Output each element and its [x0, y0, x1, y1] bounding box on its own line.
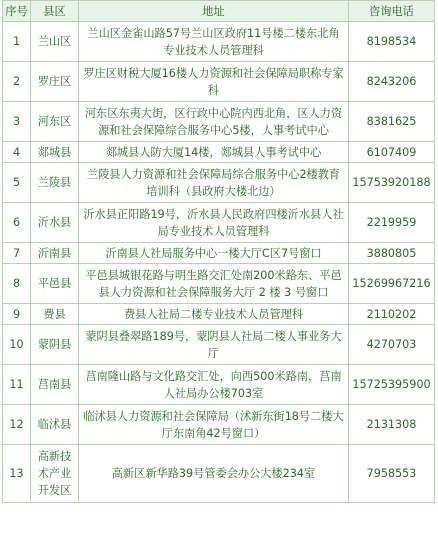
row-phone: 3880805 [349, 243, 435, 264]
table-row [3, 102, 435, 142]
row-county: 郯城县 [31, 142, 79, 163]
row-index: 1 [3, 22, 31, 62]
row-index: 7 [3, 243, 31, 264]
header-address: 地址 [79, 1, 349, 22]
row-address: 沂南县人社局服务中心一楼大厅C区7号窗口 [79, 243, 349, 264]
row-phone: 8381625 [349, 102, 435, 142]
row-index: 13 [3, 445, 31, 503]
row-index: 8 [3, 264, 31, 304]
table-row [3, 264, 435, 304]
row-county: 兰陵县 [31, 163, 79, 203]
row-address: 沂水县正阳路19号，沂水县人民政府四楼沂水县人社局专业技术人员管理科 [79, 203, 349, 243]
row-address: 平邑县城银花路与明生路交汇处南200米路东、平邑县人力资源和社会保障服务大厅 2 楼 3 号窗口 [79, 264, 349, 304]
row-address: 蒙阴县叠翠路189号，蒙阴县人社局二楼人事业务大厅 [79, 325, 349, 365]
row-address: 临沭县人力资源和社会保障局（沭新东街18号二楼大厅东南角42号窗口） [79, 405, 349, 445]
row-county: 莒南县 [31, 365, 79, 405]
row-county: 沂南县 [31, 243, 79, 264]
row-index: 9 [3, 304, 31, 325]
row-index: 11 [3, 365, 31, 405]
row-phone: 8243206 [349, 62, 435, 102]
row-county: 河东区 [31, 102, 79, 142]
table-row [3, 365, 435, 405]
row-index: 12 [3, 405, 31, 445]
row-index: 3 [3, 102, 31, 142]
row-index: 6 [3, 203, 31, 243]
row-phone: 2131308 [349, 405, 435, 445]
header-county: 县区 [31, 1, 79, 22]
table-row [3, 405, 435, 445]
row-county: 兰山区 [31, 22, 79, 62]
row-address: 兰山区金雀山路57号兰山区政府11号楼二楼东北角专业技术人员管理科 [79, 22, 349, 62]
row-address: 兰陵县人力资源和社会保障局综合服务中心2楼教育培训科（县政府大楼北边） [79, 163, 349, 203]
table-row [3, 243, 435, 264]
row-phone: 8198534 [349, 22, 435, 62]
row-county: 临沭县 [31, 405, 79, 445]
row-county: 罗庄区 [31, 62, 79, 102]
row-index: 10 [3, 325, 31, 365]
row-phone: 15725395900 [349, 365, 435, 405]
table-row [3, 445, 435, 503]
row-index: 2 [3, 62, 31, 102]
header-index: 序号 [3, 1, 31, 22]
table-row [3, 142, 435, 163]
table-row [3, 22, 435, 62]
row-address: 罗庄区财税大厦16楼人力资源和社会保障局职称专家科 [79, 62, 349, 102]
table-row [3, 304, 435, 325]
row-index: 5 [3, 163, 31, 203]
row-phone: 2219959 [349, 203, 435, 243]
row-phone: 7958553 [349, 445, 435, 503]
row-address: 费县人社局二楼专业技术人员管理科 [79, 304, 349, 325]
row-county: 蒙阴县 [31, 325, 79, 365]
table-row [3, 203, 435, 243]
header-phone: 咨询电话 [349, 1, 435, 22]
table-row [3, 163, 435, 203]
row-county: 费县 [31, 304, 79, 325]
row-address: 莒南隆山路与文化路交汇处，向西500米路南，莒南人社局办公楼703室 [79, 365, 349, 405]
row-county: 高新技术产业开发区 [31, 445, 79, 503]
header-row [3, 1, 435, 22]
contact-table [2, 0, 435, 503]
row-index: 4 [3, 142, 31, 163]
row-address: 河东区东夷大街，区行政中心院内西北角，区人力资源和社会保障综合服务中心5楼，人事考试中心 [79, 102, 349, 142]
row-phone: 4270703 [349, 325, 435, 365]
row-phone: 6107409 [349, 142, 435, 163]
row-address: 郯城县人防大厦14楼，郯城县人事考试中心 [79, 142, 349, 163]
table-row [3, 325, 435, 365]
row-phone: 15753920188 [349, 163, 435, 203]
row-phone: 2110202 [349, 304, 435, 325]
table-row [3, 62, 435, 102]
row-county: 平邑县 [31, 264, 79, 304]
row-phone: 15269967216 [349, 264, 435, 304]
row-county: 沂水县 [31, 203, 79, 243]
row-address: 高新区新华路39号管委会办公大楼234室 [79, 445, 349, 503]
